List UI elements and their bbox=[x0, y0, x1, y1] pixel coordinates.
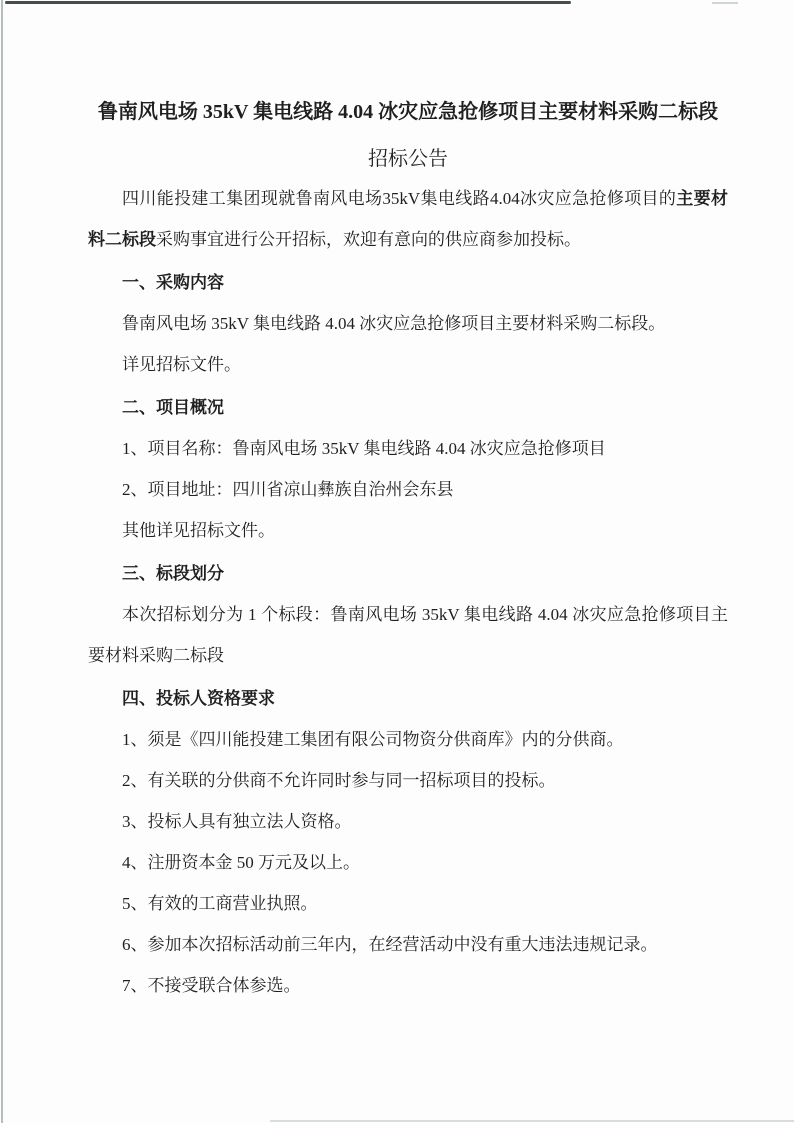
section-heading: 二、项目概况 bbox=[122, 398, 224, 417]
document-content bbox=[88, 96, 728, 1006]
intro-paragraph bbox=[88, 178, 728, 260]
paragraph: 6、参加本次招标活动前三年内，在经营活动中没有重大违法违规记录。 bbox=[122, 935, 658, 954]
intro-text-bold: 主要材料二标段 bbox=[88, 189, 728, 249]
document-title-line-1: 鲁南风电场 35kV 集电线路 4.04 冰灾应急抢修项目主要材料采购二标段 bbox=[97, 101, 719, 123]
intro-text-pre: 四川能投建工集团现就鲁南风电场35kV集电线路4.04冰灾应急抢修项目的 bbox=[122, 189, 677, 208]
section-project-overview bbox=[88, 387, 728, 551]
section-heading: 一、采购内容 bbox=[122, 273, 224, 292]
paragraph: 7、不接受联合体参选。 bbox=[122, 976, 301, 995]
section-heading: 三、标段划分 bbox=[122, 564, 224, 583]
section-bidder-qualifications bbox=[88, 678, 728, 1006]
intro-text-post: 采购事宜进行公开招标，欢迎有意向的供应商参加投标。 bbox=[156, 230, 581, 249]
document-body bbox=[88, 178, 728, 1006]
scan-artifact-bottom-edge bbox=[270, 1120, 794, 1122]
paragraph: 本次招标划分为 1 个标段：鲁南风电场 35kV 集电线路 4.04 冰灾应急抢修项目主要材料采购二标段 bbox=[88, 605, 728, 665]
section-lot-division bbox=[88, 553, 728, 676]
scan-artifact-left-edge bbox=[1, 0, 3, 1123]
document-title-line-2: 招标公告 bbox=[368, 148, 448, 170]
paragraph: 4、注册资本金 50 万元及以上。 bbox=[122, 853, 360, 872]
paragraph: 1、须是《四川能投建工集团有限公司物资分供商库》内的分供商。 bbox=[122, 730, 624, 749]
scan-artifact-top-edge bbox=[5, 1, 571, 4]
section-procurement-content bbox=[88, 262, 728, 385]
paragraph: 3、投标人具有独立法人资格。 bbox=[122, 812, 352, 831]
paragraph: 2、有关联的分供商不允许同时参与同一招标项目的投标。 bbox=[122, 771, 556, 790]
paragraph: 详见招标文件。 bbox=[122, 355, 241, 374]
paragraph: 其他详见招标文件。 bbox=[122, 521, 275, 540]
scan-artifact-top-dash bbox=[712, 2, 738, 4]
section-heading: 四、投标人资格要求 bbox=[122, 689, 275, 708]
paragraph: 1、项目名称：鲁南风电场 35kV 集电线路 4.04 冰灾应急抢修项目 bbox=[122, 439, 606, 458]
paragraph: 5、有效的工商营业执照。 bbox=[122, 894, 318, 913]
paragraph: 鲁南风电场 35kV 集电线路 4.04 冰灾应急抢修项目主要材料采购二标段。 bbox=[122, 314, 666, 333]
paragraph: 2、项目地址：四川省凉山彝族自治州会东县 bbox=[122, 480, 454, 499]
